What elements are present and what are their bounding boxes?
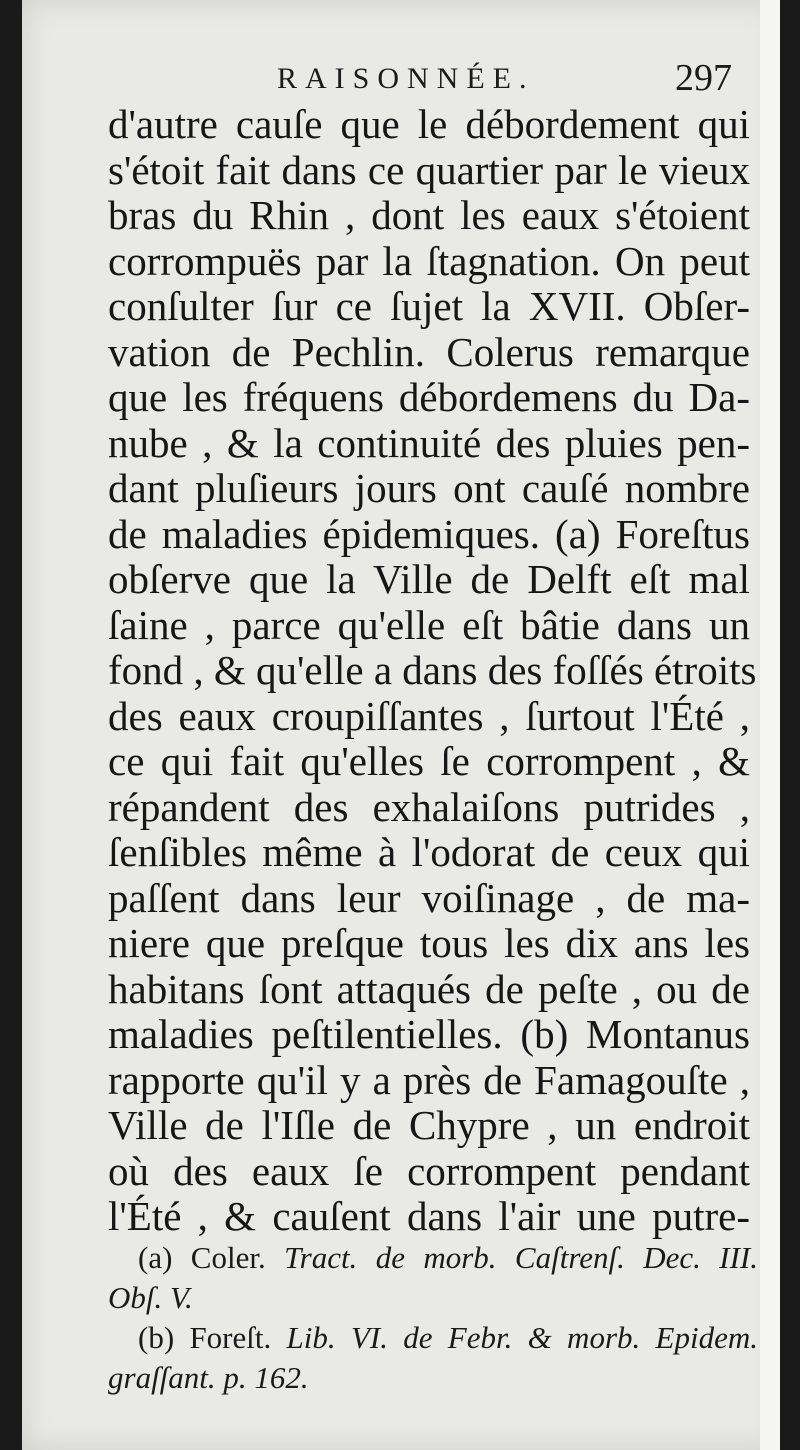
text-line: s'étoit fait dans ce quartier par le vieux	[108, 146, 750, 193]
text-line: habitans ſont attaqués de peſte , ou de	[108, 965, 750, 1012]
footnotes	[108, 1238, 758, 1398]
text-line: ce qui fait qu'elles ſe corrompent , &	[108, 738, 750, 784]
footnote-b-reference: Lib. VI. de Febr. & morb. Epidem.	[286, 1320, 758, 1355]
text-line: vation de Pechlin. Colerus remarque	[108, 328, 750, 375]
page-number: 297	[675, 57, 732, 99]
text-line: que les fréquens débordemens du Da-	[108, 374, 750, 420]
text-line: Ville de l'Iſle de Chypre , un endroit	[108, 1102, 750, 1148]
book-page	[22, 0, 780, 1450]
text-line: ſaine , parce qu'elle eſt bâtie dans un	[108, 601, 750, 648]
page-edge	[760, 0, 780, 1450]
footnote-b-marker: (b) Foreſt.	[138, 1320, 272, 1355]
text-line: fond , & qu'elle a dans des foſſés étroits	[108, 647, 757, 693]
footnote-a-reference: Tract. de morb. Caſtrenſ. Dec. III.	[284, 1240, 758, 1275]
text-line: bras du Rhin , dont les eaux s'étoient	[108, 192, 750, 238]
page-header	[252, 57, 752, 102]
running-head: RAISONNÉE.	[277, 62, 535, 95]
body-text	[108, 101, 757, 1240]
text-line: des eaux croupiſſantes , ſurtout l'Été ,	[108, 692, 750, 739]
text-line: où des eaux ſe corrompent pendant	[108, 1147, 750, 1194]
text-line: corrompuës par la ſtagnation. On peut	[108, 237, 750, 284]
footnote-a-continued: Obſ. V.	[108, 1280, 193, 1315]
footnote-b-continued: graſſant. p. 162.	[108, 1360, 309, 1395]
text-line: répandent des exhalaiſons putrides ,	[108, 783, 750, 830]
text-line: dant pluſieurs jours ont cauſé nombre	[108, 465, 750, 511]
text-line: nube , & la continuité des pluies pen-	[108, 419, 750, 466]
text-line: de maladies épidemiques. (a) Foreſtus	[108, 510, 750, 557]
text-line: rapporte qu'il y a près de Famagouſte ,	[108, 1056, 750, 1103]
text-line: niere que preſque tous les dix ans les	[108, 920, 750, 966]
footnote-a	[108, 1238, 758, 1278]
text-line: maladies peſtilentielles. (b) Montanus	[108, 1011, 750, 1057]
text-line: d'autre cauſe que le débordement qui	[108, 101, 750, 147]
text-line: conſulter ſur ce ſujet la XVII. Obſer-	[108, 283, 750, 329]
text-line: l'Été , & cauſent dans l'air une putre-	[108, 1193, 750, 1239]
text-line: obſerve que la Ville de Delft eſt mal	[108, 556, 750, 602]
footnote-a-marker: (a) Coler.	[138, 1240, 266, 1275]
footnote-b	[108, 1318, 758, 1358]
text-line: paſſent dans leur voiſinage , de ma-	[108, 874, 750, 921]
text-line: ſenſibles même à l'odorat de ceux qui	[108, 829, 750, 875]
